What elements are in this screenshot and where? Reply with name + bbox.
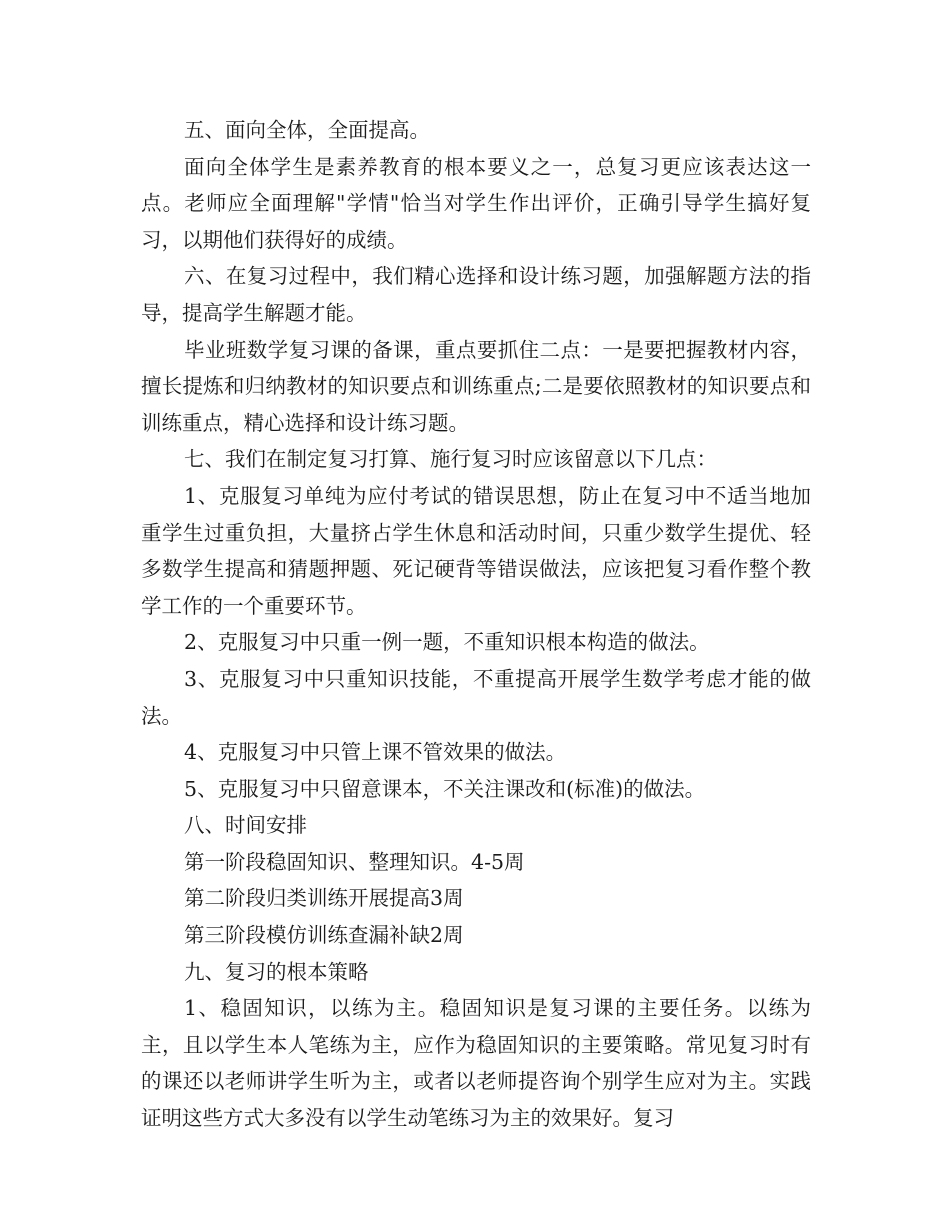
schedule-stage-3: 第三阶段模仿训练查漏补缺2周 — [184, 923, 464, 948]
list-item-1: 1、克服复习单纯为应付考试的错误思想，防止在复习中不适当地加重学生过重负担，大量挤占学生休息和活动时间，只重少数学生提优、轻多数学生提高和猜题押题、死记硬背等错误做法，应该把复习看作整个教学工作的一个重要环节。 — [141, 483, 811, 618]
list-item-3: 3、克服复习中只重知识技能，不重提高开展学生数学考虑才能的做法。 — [141, 666, 811, 728]
list-item-2: 2、克服复习中只重一例一题，不重知识根本构造的做法。 — [184, 630, 710, 655]
schedule-stage-2: 第二阶段归类训练开展提高3周 — [184, 886, 464, 911]
section-heading-9: 九、复习的根本策略 — [184, 959, 369, 984]
section-heading-6: 六、在复习过程中，我们精心选择和设计练习题，加强解题方法的指导，提高学生解题才能。 — [141, 264, 811, 325]
section-heading-5: 五、面向全体，全面提高。 — [184, 118, 431, 142]
paragraph-lesson-prep: 毕业班数学复习课的备课，重点要抓住二点：一是要把握教材内容，擅长提炼和归纳教材的知识要点和训练重点;二是要依照教材的知识要点和训练重点，精心选择和设计练习题。 — [141, 337, 811, 435]
section-heading-7: 七、我们在制定复习打算、施行复习时应该留意以下几点： — [184, 447, 718, 472]
paragraph-strategy-1: 1、稳固知识，以练为主。稳固知识是复习课的主要任务。以练为主，且以学生本人笔练为主，应作为稳固知识的主要策略。常见复习时有的课还以老师讲学生听为主，或者以老师提咨询个别学生应对为主。实践证明这些方式大多没有以学生动笔练习为主的效果好。复习 — [141, 996, 811, 1131]
list-item-5: 5、克服复习中只留意课本，不关注课改和(标准)的做法。 — [184, 776, 706, 801]
schedule-stage-1: 第一阶段稳固知识、整理知识。4-5周 — [184, 849, 525, 874]
paragraph-whole-class: 面向全体学生是素养教育的根本要义之一，总复习更应该表达这一点。老师应全面理解"学情"恰当对学生作出评价，正确引导学生搞好复习，以期他们获得好的成绩。 — [141, 154, 811, 252]
document-body — [141, 112, 811, 1137]
section-heading-8: 八、时间安排 — [184, 813, 308, 838]
list-item-4: 4、克服复习中只管上课不管效果的做法。 — [184, 740, 567, 765]
